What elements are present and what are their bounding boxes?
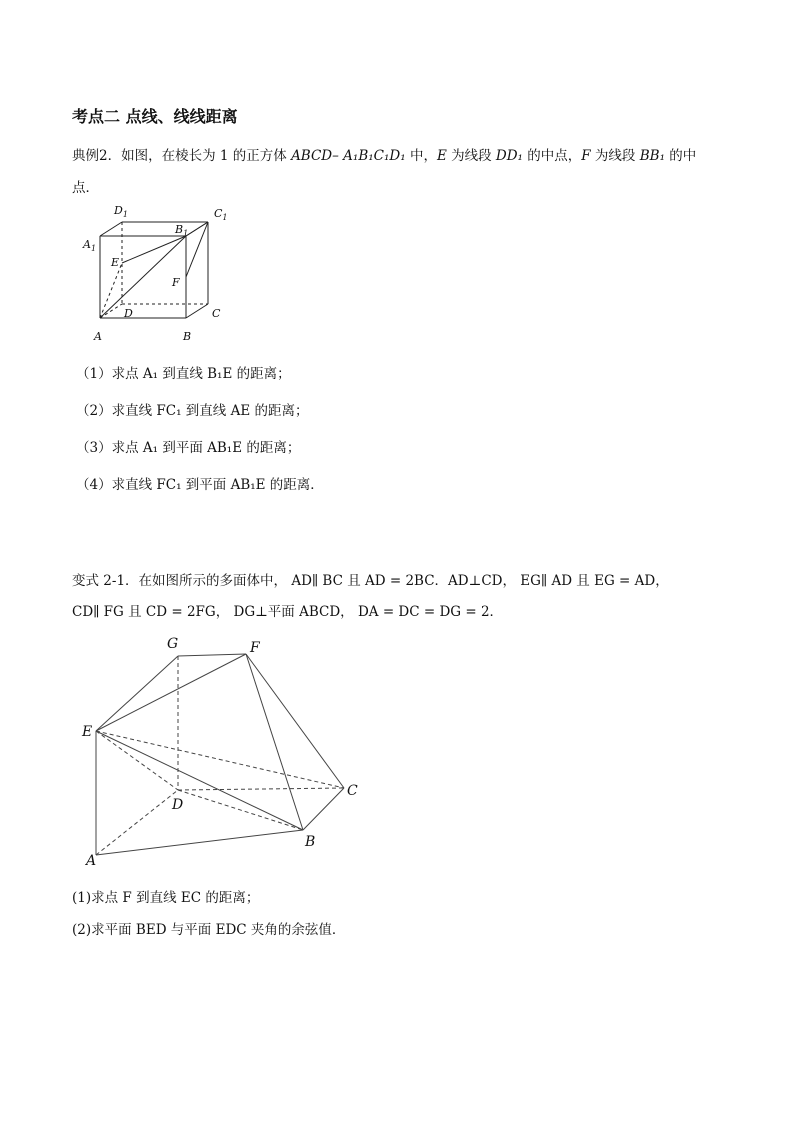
- edge-ef: [96, 654, 246, 731]
- variant-question-1: (1)求点 F 到直线 EC 的距离；: [72, 890, 260, 906]
- hidden-edge-ec: [96, 731, 344, 788]
- example-text-c: 为线段: [446, 148, 496, 164]
- edge-eg: [96, 656, 178, 731]
- hidden-edge-db: [178, 790, 303, 830]
- example-number: 2: [99, 148, 108, 164]
- example-statement: [72, 144, 696, 164]
- label-b: B: [305, 834, 316, 850]
- label-c: C: [347, 783, 358, 799]
- label-d1: $D_1$: [114, 204, 128, 219]
- label-d: D: [124, 307, 133, 320]
- variant-statement-line2: CD∥ FG 且 CD = 2FG， DG⊥平面 ABCD， DA = DC = DG = 2．: [72, 604, 504, 620]
- label-c1: $C_1$: [214, 207, 228, 222]
- label-d: D: [172, 797, 184, 813]
- segment-dd1: DD₁: [495, 148, 523, 164]
- label-g: G: [167, 636, 179, 652]
- label-a: A: [86, 853, 97, 869]
- label-f: F: [250, 640, 260, 656]
- label-b: B: [183, 330, 192, 343]
- label-c: C: [212, 307, 221, 320]
- segment-fc1: [186, 222, 208, 277]
- example-statement-line2: 点．: [72, 180, 99, 196]
- hidden-edge-dc: [178, 788, 344, 790]
- variant-question-2: (2)求平面 BED 与平面 EDC 夹角的余弦值．: [72, 922, 346, 938]
- polyhedron-figure: [78, 630, 378, 870]
- edge-bc: [303, 788, 344, 830]
- point-e-label: E: [436, 148, 447, 164]
- hidden-edge-ad: [96, 790, 178, 855]
- example-question-3: （3）求点 A₁ 到平面 AB₁E 的距离；: [76, 440, 301, 456]
- section-title: 考点二 点线、线线距离: [72, 107, 238, 126]
- point-f-label: F: [581, 148, 591, 164]
- example-intro: 典例: [72, 148, 99, 164]
- example-text-e: 为线段: [590, 148, 640, 164]
- example-text-b: 中，: [405, 148, 437, 164]
- example-text-d: 的中点，: [522, 148, 582, 164]
- example-text-f: 的中: [665, 148, 697, 164]
- segment-eb1: [122, 236, 186, 263]
- label-a: A: [94, 330, 102, 343]
- label-b1: $B_1$: [175, 223, 189, 238]
- edge-eb: [96, 731, 303, 830]
- hidden-edge-ed: [96, 731, 178, 790]
- label-f: F: [172, 276, 180, 289]
- edge-bc: [186, 304, 208, 318]
- example-question-2: （2）求直线 FC₁ 到直线 AE 的距离；: [76, 403, 309, 419]
- edge-gf: [178, 654, 246, 656]
- edge-ab: [96, 830, 303, 855]
- solid-name: ABCD– A₁B₁C₁D₁: [291, 148, 406, 164]
- example-text-a: ．如图，在棱长为 1 的正方体: [107, 148, 292, 164]
- label-e: E: [111, 256, 120, 269]
- example-question-1: （1）求点 A₁ 到直线 B₁E 的距离；: [76, 366, 291, 382]
- label-e: E: [82, 724, 93, 740]
- segment-bb1: BB₁: [639, 148, 665, 164]
- edge-a1d1: [100, 222, 122, 236]
- variant-statement-line1: 变式 2-1．在如图所示的多面体中， AD∥ BC 且 AD = 2BC．AD⊥CD， EG∥ AD 且 EG = AD，: [72, 573, 669, 589]
- label-a1: $A_1$: [83, 238, 97, 253]
- edge-fb: [246, 654, 303, 830]
- example-question-4: （4）求直线 FC₁ 到平面 AB₁E 的距离．: [76, 477, 324, 493]
- hidden-segment-ae: [100, 263, 122, 318]
- cube-figure: [78, 200, 238, 350]
- edge-fc: [246, 654, 344, 788]
